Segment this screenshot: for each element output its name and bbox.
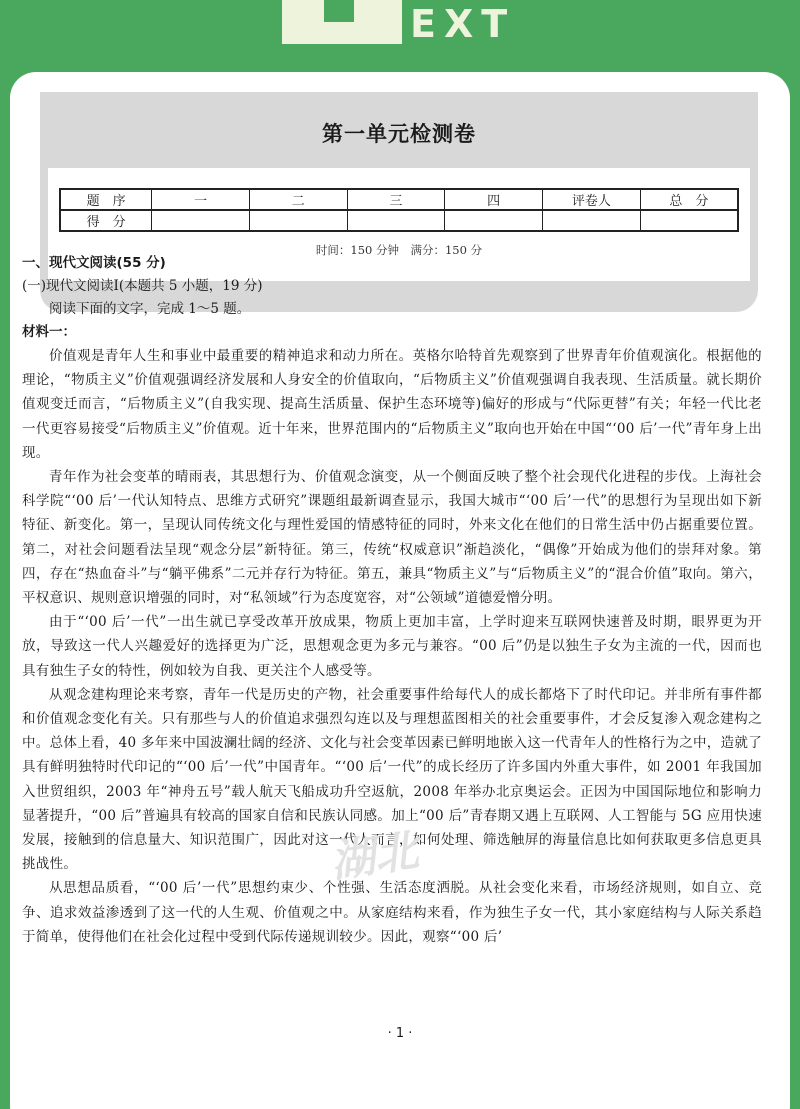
page-number: · 1 · [387,1026,413,1041]
score-table-score-row [60,210,738,231]
instruction: 阅读下面的文字，完成 1～5 题。 [49,301,251,317]
score-header-cell: 题 序 [60,189,152,210]
watermark: 湖北 [327,825,422,888]
logo-block-icon [282,0,402,44]
paragraph: 由于“‘00 后’一代”一出生就已享受改革开放成果，物质上更加丰富，上学时迎来互联网快速普及时期，眼界更为开放，导致这一代人兴趣爱好的选择更为广泛，思想观念更为多元与兼容。“00 后”仍是以独生子女为主流的一代，因而也具有独生子女的特性，例如较为自我、更关注个人感受等。 [22,614,762,679]
time-info: 时间：150 分钟 满分：150 分 [315,243,483,257]
exam-content [22,252,762,949]
paragraph: 青年作为社会变革的晴雨表，其思想行为、价值观念演变，从一个侧面反映了整个社会现代化进程的步伐。上海社会科学院“‘00 后’一代认知特点、思维方式研究”课题组最新调查显示，我国大城市“‘00 后’一代”的思想行为呈现出如下新特征、新变化。第一，呈现认同传统文化与理性爱国的情感特征的同时，外来文化在他们的日常生活中仍占据重要位置。第二，对社会问题看法呈现“观念分层”新特征。第三，传统“权威意识”渐趋淡化，“偶像”开始成为他们的崇拜对象。第四，存在“热血奋斗”与“躺平佛系”二元并存行为特征。第五，兼具“物质主义”与“后物质主义”的“混合价值”取向。第六，平权意识、规则意识增强的同时，对“私领域”行为态度宽容，对“公领域”道德爱憎分明。 [22,469,762,607]
score-input-cell[interactable] [152,210,250,231]
score-header-cell: 一 [152,189,250,210]
score-input-cell[interactable] [249,210,347,231]
score-input-cell[interactable] [347,210,445,231]
material-label: 材料一： [22,324,76,340]
score-table [59,188,739,232]
score-input-cell[interactable] [640,210,738,231]
score-header-cell: 三 [347,189,445,210]
paragraph: 价值观是青年人生和事业中最重要的精神追求和动力所在。英格尔哈特首先观察到了世界青年价值观演化。根据他的理论，“物质主义”价值观强调经济发展和人身安全的价值取向，“后物质主义”价值观强调自我表现、生活质量。就长期价值观变迁而言，“后物质主义”(自我实现、提高生活质量、保护生态环境等)偏好的形成与“代际更替”有关；年轻一代比老一代更容易接受“后物质主义”价值观。近十年来，世界范围内的“后物质主义”取向也开始在中国“‘00 后’一代”青年身上出现。 [22,348,762,461]
paragraph: 从思想品质看，“‘00 后’一代”思想约束少、个性强、生活态度洒脱。从社会变化来看，市场经济规则，如自立、竞争、追求效益渗透到了这一代的人生观、价值观之中。从家庭结构来看，作为独生子女一代，其小家庭结构与人际关系趋于简单，使得他们在社会化过程中受到代际传递规训较少。因此，观察“‘00 后’ [22,880,762,945]
score-input-cell[interactable] [445,210,543,231]
section-heading: 一、现代文阅读(55 分) [22,255,166,271]
score-header-cell: 四 [445,189,543,210]
subsection-heading: (一)现代文阅读Ⅰ(本题共 5 小题，19 分) [22,278,263,294]
score-header-cell: 评卷人 [543,189,641,210]
score-table-header-row [60,189,738,210]
logo-text: EXT [410,2,516,46]
score-header-cell: 二 [249,189,347,210]
paragraph: 从观念建构理论来考察，青年一代是历史的产物，社会重要事件给每代人的成长都烙下了时代印记。并非所有事件都和价值观念变化有关。只有那些与人的价值追求强烈勾连以及与理想蓝图相关的社会重要事件，才会反复渗入观念建构之中。总体上看，40 多年来中国波澜壮阔的经济、文化与社会变革因素已鲜明地嵌入这一代青年人的性格行为之中，造就了具有鲜明独特时代印记的“‘00 后’一代”中国青年。“‘00 后’一代”的成长经历了许多国内外重大事件，如 2001 年我国加入世贸组织，2003 年“神舟五号”载人航天飞船成功升空返航，2008 年举办北京奥运会。正因为中国国际地位和影响力显著提升，“00 后”普遍具有较高的国家自信和民族认同感。加上“00 后”青春期又遇上互联网、人工智能与 5G 应用快速发展，接触到的信息量大、知识范围广，因此对这一代人而言，如何处理、筛选触屏的海量信息比如何获取更多信息更具挑战性。 [22,686,762,873]
score-row-label: 得 分 [60,210,152,231]
exam-title: 第一单元检测卷 [322,121,476,146]
score-input-cell[interactable] [543,210,641,231]
score-header-cell: 总 分 [640,189,738,210]
logo [282,0,515,46]
